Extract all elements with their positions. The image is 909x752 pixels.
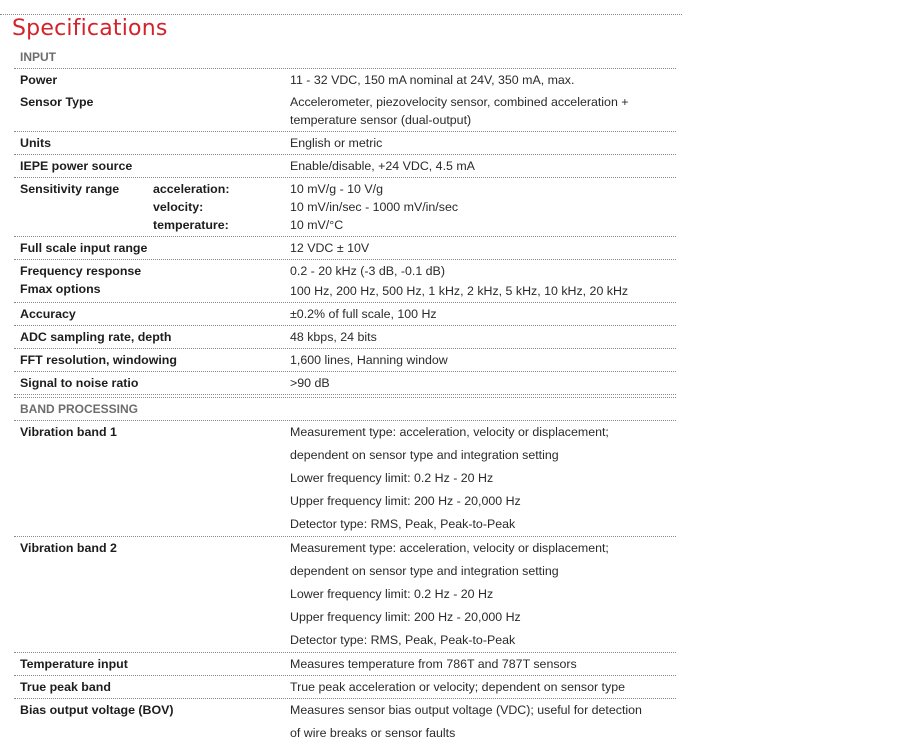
- spec-value-line: Detector type: RMS, Peak, Peak-to-Peak: [290, 517, 516, 531]
- spec-label: Fmax options: [20, 282, 101, 296]
- spec-label: ADC sampling rate, depth: [20, 330, 172, 344]
- spec-label: Vibration band 1: [20, 425, 117, 439]
- spec-label: Sensitivity range: [20, 182, 120, 196]
- spec-row-temperature-input: [14, 653, 676, 676]
- spec-label: Power: [20, 73, 58, 87]
- spec-value-line: Detector type: RMS, Peak, Peak-to-Peak: [290, 633, 516, 647]
- spec-row-sensitivity: [14, 178, 676, 237]
- spec-label: Full scale input range: [20, 241, 148, 255]
- spec-label: Units: [20, 136, 51, 150]
- spec-label-group: [14, 262, 290, 300]
- spec-value: Enable/disable, +24 VDC, 4.5 mA: [290, 159, 475, 173]
- section-heading-label: BAND PROCESSING: [20, 402, 139, 416]
- spec-value-line: temperature sensor (dual-output): [290, 113, 472, 127]
- spec-value: Measures temperature from 786T and 787T sensors: [290, 657, 577, 671]
- spec-value-line: dependent on sensor type and integration setting: [290, 448, 559, 462]
- spec-row-bias-output-voltage: [14, 699, 676, 744]
- spec-row-frequency: [14, 260, 676, 303]
- spec-label: IEPE power source: [20, 159, 133, 173]
- spec-value: 48 kbps, 24 bits: [290, 330, 377, 344]
- spec-value: 12 VDC ± 10V: [290, 241, 370, 255]
- spec-value-line: 10 mV/°C: [290, 218, 344, 232]
- spec-row-vibration-band-2: [14, 537, 676, 653]
- spec-value-line: Accelerometer, piezovelocity sensor, combined acceleration +: [290, 95, 629, 109]
- section-heading-label: INPUT: [20, 50, 56, 64]
- spec-sublabel: acceleration:: [153, 182, 230, 196]
- spec-row-fft: [14, 349, 676, 372]
- spec-row-iepe: [14, 155, 676, 178]
- spec-row-full-scale: [14, 237, 676, 260]
- spec-value-line: Measures sensor bias output voltage (VDC); useful for detection: [290, 703, 642, 717]
- spec-row-adc: [14, 326, 676, 349]
- spec-row-sensor-type: [14, 91, 676, 132]
- spec-value: English or metric: [290, 136, 383, 150]
- spec-label: Vibration band 2: [20, 541, 117, 555]
- spec-value: [290, 180, 676, 234]
- spec-label: Bias output voltage (BOV): [20, 703, 174, 717]
- spec-label: True peak band: [20, 680, 111, 694]
- spec-value: True peak acceleration or velocity; dependent on sensor type: [290, 680, 625, 694]
- spec-value-line: dependent on sensor type and integration setting: [290, 564, 559, 578]
- spec-value: 1,600 lines, Hanning window: [290, 353, 448, 367]
- spec-value-line: Upper frequency limit: 200 Hz - 20,000 Hz: [290, 610, 521, 624]
- spec-value: [290, 262, 676, 300]
- spec-value-line: 10 mV/in/sec - 1000 mV/in/sec: [290, 200, 459, 214]
- spec-label: Accuracy: [20, 307, 76, 321]
- spec-value-line: Measurement type: acceleration, velocity or displacement;: [290, 541, 609, 555]
- spec-value: [290, 699, 676, 744]
- spec-row-power: [14, 69, 676, 91]
- spec-row-units: [14, 132, 676, 155]
- spec-value: [290, 537, 676, 652]
- spec-label: Temperature input: [20, 657, 128, 671]
- spec-label: Signal to noise ratio: [20, 376, 139, 390]
- spec-label: Sensor Type: [20, 95, 94, 109]
- spec-label: Frequency response: [20, 264, 142, 278]
- page-title: Specifications: [12, 16, 168, 41]
- spec-value: ±0.2% of full scale, 100 Hz: [290, 307, 437, 321]
- spec-label: FFT resolution, windowing: [20, 353, 177, 367]
- spec-value: 11 - 32 VDC, 150 mA nominal at 24V, 350 mA, max.: [290, 73, 575, 87]
- section-heading-band-processing: [14, 397, 676, 421]
- spec-sublabel: velocity:: [153, 200, 204, 214]
- spec-value-line: Lower frequency limit: 0.2 Hz - 20 Hz: [290, 587, 494, 601]
- spec-value-line: Lower frequency limit: 0.2 Hz - 20 Hz: [290, 471, 494, 485]
- spec-value-line: of wire breaks or sensor faults: [290, 725, 456, 740]
- spec-value: [290, 93, 676, 129]
- specifications-table: [14, 46, 676, 744]
- spec-value: >90 dB: [290, 376, 330, 390]
- spec-row-snr: [14, 372, 676, 395]
- spec-value: [290, 421, 676, 536]
- spec-value-line: 10 mV/g - 10 V/g: [290, 182, 383, 196]
- spec-value-line: 100 Hz, 200 Hz, 500 Hz, 1 kHz, 2 kHz, 5 kHz, 10 kHz, 20 kHz: [290, 284, 629, 298]
- spec-sublabels: [153, 180, 229, 234]
- spec-row-true-peak: [14, 676, 676, 699]
- spec-value-line: Measurement type: acceleration, velocity or displacement;: [290, 425, 609, 439]
- spec-label-group: [14, 180, 290, 234]
- section-heading-input: [14, 46, 676, 69]
- spec-value-line: 0.2 - 20 kHz (-3 dB, -0.1 dB): [290, 264, 445, 278]
- spec-value-line: Upper frequency limit: 200 Hz - 20,000 Hz: [290, 494, 521, 508]
- spec-sublabel: temperature:: [153, 218, 229, 232]
- spec-row-accuracy: [14, 303, 676, 326]
- spec-row-vibration-band-1: [14, 421, 676, 537]
